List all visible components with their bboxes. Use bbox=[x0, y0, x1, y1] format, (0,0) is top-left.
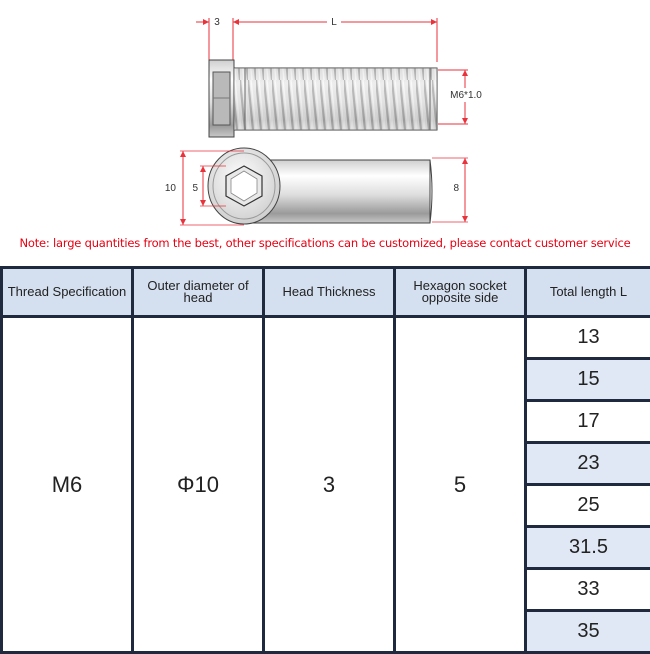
outer-diameter-value: Φ10 bbox=[133, 317, 264, 653]
length-cell: 33 bbox=[526, 569, 650, 611]
header-outer-diameter: Outer diameter of head bbox=[133, 268, 264, 317]
length-cell: 23 bbox=[526, 443, 650, 485]
hex-socket-value: 5 bbox=[395, 317, 526, 653]
header-total-length: Total length L bbox=[526, 268, 650, 317]
length-cell: 31.5 bbox=[526, 527, 650, 569]
table-row bbox=[2, 317, 650, 359]
table-header-row bbox=[2, 268, 650, 317]
customization-note: Note: large quantities from the best, other specifications can be customized, please contact customer service bbox=[0, 236, 650, 250]
length-cell: 25 bbox=[526, 485, 650, 527]
length-dimension-label: L bbox=[331, 17, 337, 28]
thread-dimension-label: M6*1.0 bbox=[450, 90, 482, 101]
side-section-view bbox=[196, 14, 485, 137]
head-thickness-value: 3 bbox=[264, 317, 395, 653]
length-cell: 35 bbox=[526, 611, 650, 653]
length-cell: 15 bbox=[526, 359, 650, 401]
outer-view bbox=[165, 148, 468, 225]
length-cell: 17 bbox=[526, 401, 650, 443]
head-dimension-label: 3 bbox=[214, 17, 220, 28]
screw-technical-drawing bbox=[0, 0, 650, 235]
thread-value: M6 bbox=[2, 317, 133, 653]
shank-diameter-label: 8 bbox=[453, 183, 459, 194]
header-hex-socket: Hexagon socket opposite side bbox=[395, 268, 526, 317]
head-diameter-label: 10 bbox=[165, 183, 177, 194]
header-thread-spec: Thread Specification bbox=[2, 268, 133, 317]
socket-size-label: 5 bbox=[192, 183, 198, 194]
length-cell: 13 bbox=[526, 317, 650, 359]
specification-table bbox=[0, 266, 650, 654]
header-head-thickness: Head Thickness bbox=[264, 268, 395, 317]
